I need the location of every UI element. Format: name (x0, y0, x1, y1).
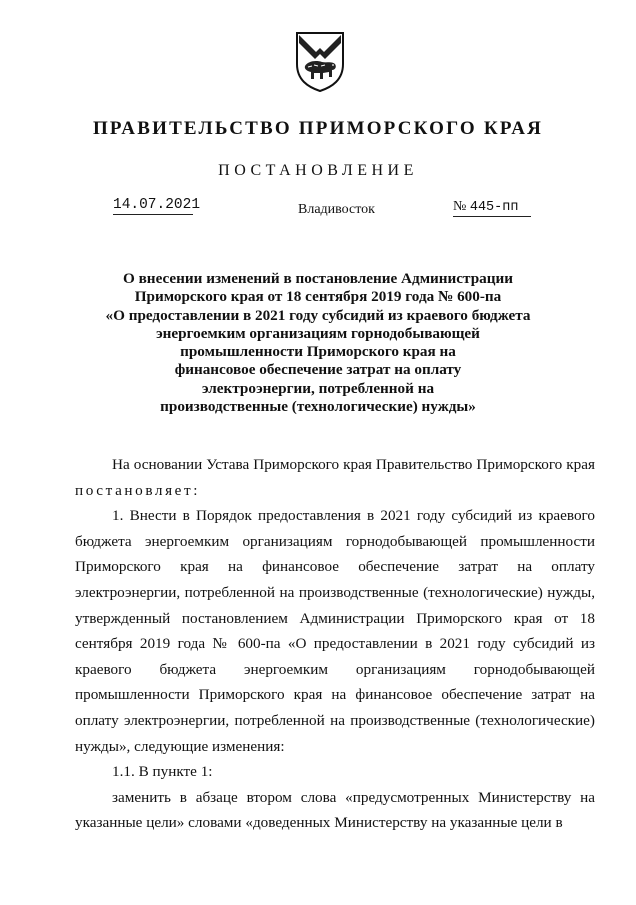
paragraph-item-1-1: 1.1. В пункте 1: (112, 763, 213, 781)
number-value: 445-пп (469, 200, 519, 215)
title-line: «О предоставлении в 2021 году субсидий из краевого бюджета (105, 306, 531, 324)
government-name: ПРАВИТЕЛЬСТВО ПРИМОРСКОГО КРАЯ (92, 118, 544, 139)
document-city: Владивосток (298, 202, 375, 217)
title-line: О внесении изменений в постановление Администрации (123, 270, 513, 287)
title-line: электроэнергии, потребленной на (201, 379, 435, 397)
title-line: энергоемким организациям горнодобывающей (156, 324, 480, 342)
title-line: промышленности Приморского края на (180, 343, 456, 361)
document-number (453, 199, 531, 217)
resolves-word: постановляет: (75, 481, 201, 499)
title-line: финансовое обеспечение затрат на оплату (174, 361, 462, 379)
basis-text: На основании Устава Приморского края Правительство Приморского края (112, 456, 595, 473)
document-title (80, 270, 556, 416)
paragraph-replace: заменить в абзаце втором слова «предусмотренных Министерству на указанные цели» словами «доведенных Министерству на указанные цели в (75, 788, 595, 832)
paragraph-basis (75, 452, 595, 503)
number-prefix: № (453, 199, 467, 214)
title-line: производственные (технологические) нужды» (160, 398, 476, 416)
document-type: ПОСТАНОВЛЕНИЕ (218, 162, 418, 179)
paragraph-item-1: 1. Внести в Порядок предоставления в 2021 году субсидий из краевого бюджета энергоемким организациям горнодобывающей промышленности Приморского края на финансовое обеспечение затрат на оплату электроэнергии, потребленной на производственные (технологические) нужды, утвержденный постановлением Администрации Приморского края от 18 сентября 2019 года № 600-па «О предоставлении в 2021 году субсидий из краевого бюджета энергоемким организациям горнодобывающей промышленности Приморского края на финансовое обеспечение затрат на оплату электроэнергии, потребленной на производственные (технологические) нужды», следующие изменения: (75, 507, 595, 755)
document-body (75, 452, 595, 836)
document-date: 14.07.2021 (113, 197, 201, 213)
coat-of-arms-icon (294, 30, 346, 92)
title-line: Приморского края от 18 сентября 2019 года № 600-па (134, 288, 502, 306)
